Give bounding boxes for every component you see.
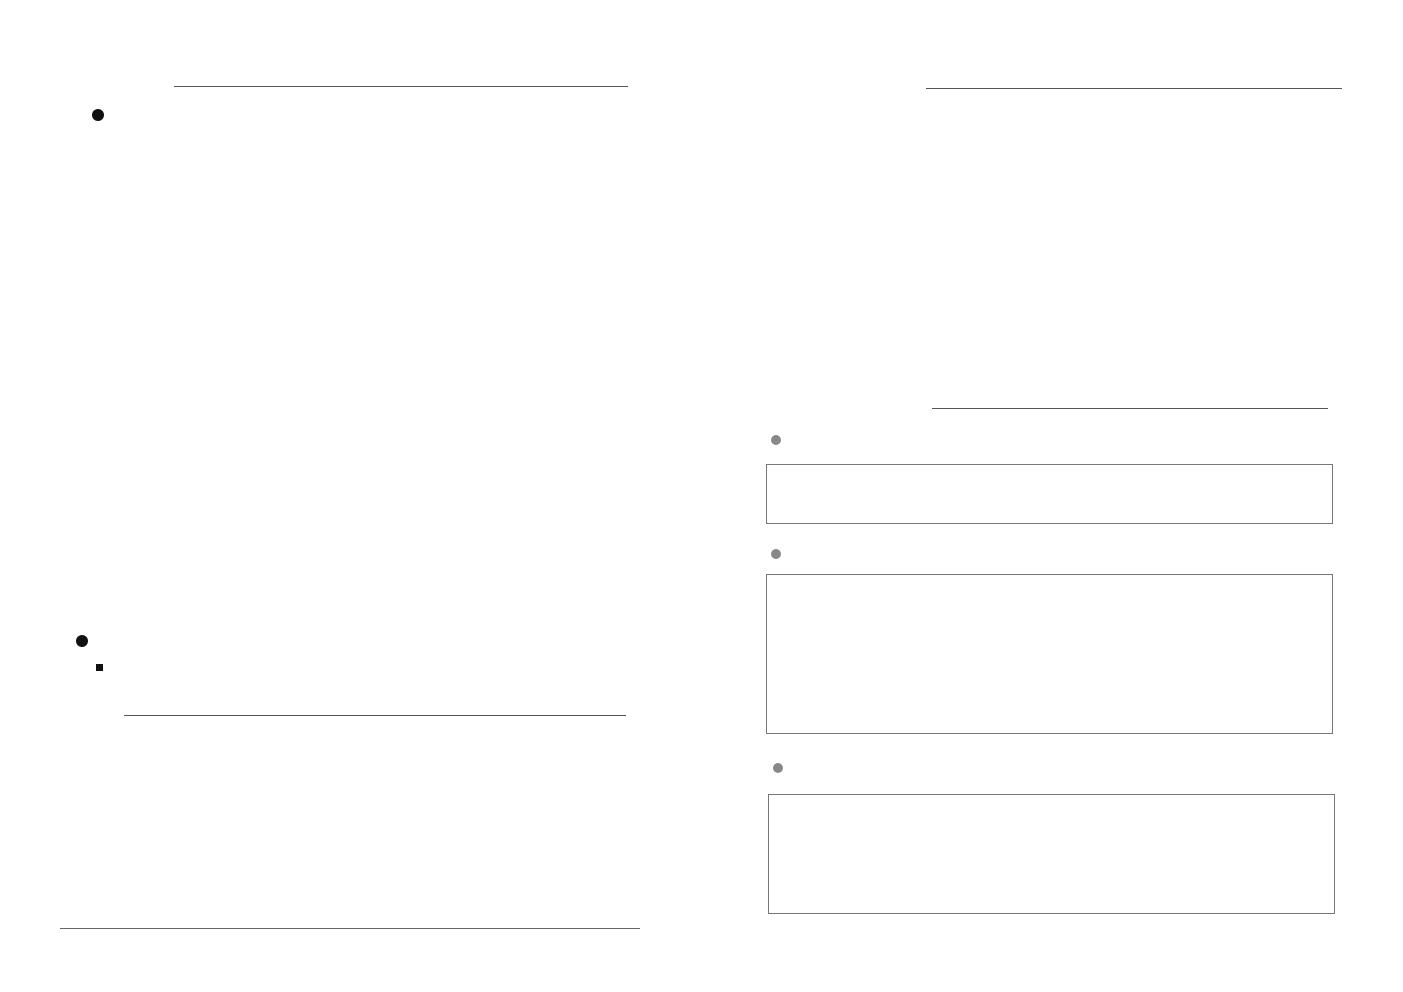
bullet-icon (771, 435, 781, 445)
bullet-icon (771, 549, 781, 559)
bullet-icon (92, 109, 104, 121)
square-bullet-icon (96, 664, 103, 671)
section-divider (124, 715, 626, 716)
offering-heading (767, 72, 771, 98)
dawn-route-heading (771, 432, 787, 450)
wed-route-heading (773, 760, 789, 778)
pm-service-heading (92, 106, 112, 127)
wed-route-table (768, 794, 1335, 914)
sunday-route-heading (771, 546, 787, 564)
section-divider (174, 86, 628, 87)
dawn-prayer-item (96, 658, 115, 679)
sunday-route-table (766, 574, 1333, 734)
dawn-prayer-heading (76, 632, 100, 653)
bottom-rule (60, 928, 640, 929)
section-divider (932, 408, 1328, 409)
section-divider (926, 88, 1342, 89)
dawn-route-table (766, 464, 1333, 524)
bullet-icon (76, 635, 88, 647)
bullet-icon (773, 763, 783, 773)
